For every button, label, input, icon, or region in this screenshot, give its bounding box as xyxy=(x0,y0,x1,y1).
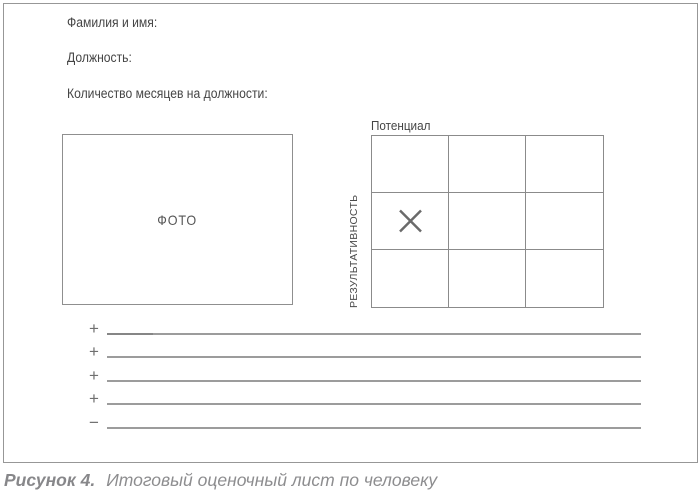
field-label-name: Фамилия и имя: xyxy=(67,15,158,30)
potential-axis-label: Потенциал xyxy=(371,118,431,133)
matrix-cell-r1c1 xyxy=(372,136,449,193)
assessment-matrix-grid xyxy=(371,135,604,308)
x-marker-icon xyxy=(397,207,424,235)
matrix-cell-r3c2 xyxy=(449,250,526,307)
note-row xyxy=(85,367,641,385)
plus-sign: + xyxy=(89,366,99,385)
note-row xyxy=(85,343,641,361)
caption-label: Рисунок 4. xyxy=(4,470,96,490)
performance-axis-label: РЕЗУЛЬТАТИВНОСТЬ xyxy=(348,194,360,308)
note-row xyxy=(85,320,641,338)
write-line-overlap xyxy=(107,333,153,336)
minus-sign: − xyxy=(89,413,99,432)
write-line xyxy=(107,427,641,429)
write-line xyxy=(107,356,641,358)
plus-sign: + xyxy=(89,319,99,338)
matrix-cell-r2c3 xyxy=(526,193,603,250)
write-line xyxy=(107,403,641,405)
matrix-cell-r1c3 xyxy=(526,136,603,193)
write-line xyxy=(107,380,641,382)
caption-text: Итоговый оценочный лист по человеку xyxy=(106,470,438,490)
write-line xyxy=(107,333,641,335)
matrix-cell-r3c1 xyxy=(372,250,449,307)
matrix-cell-r3c3 xyxy=(526,250,603,307)
plus-sign: + xyxy=(89,342,99,361)
note-row xyxy=(85,390,641,408)
field-label-position: Должность: xyxy=(67,50,132,65)
note-row xyxy=(85,414,641,432)
matrix-cell-r2c2 xyxy=(449,193,526,250)
plus-sign: + xyxy=(89,389,99,408)
field-label-months-in-position: Количество месяцев на должности: xyxy=(67,86,268,101)
matrix-cell-r1c2 xyxy=(449,136,526,193)
figure-caption xyxy=(4,470,437,491)
matrix-cell-r2c1-marked xyxy=(372,193,449,250)
photo-placeholder-box xyxy=(62,134,293,305)
photo-placeholder-label: ФОТО xyxy=(157,211,198,228)
